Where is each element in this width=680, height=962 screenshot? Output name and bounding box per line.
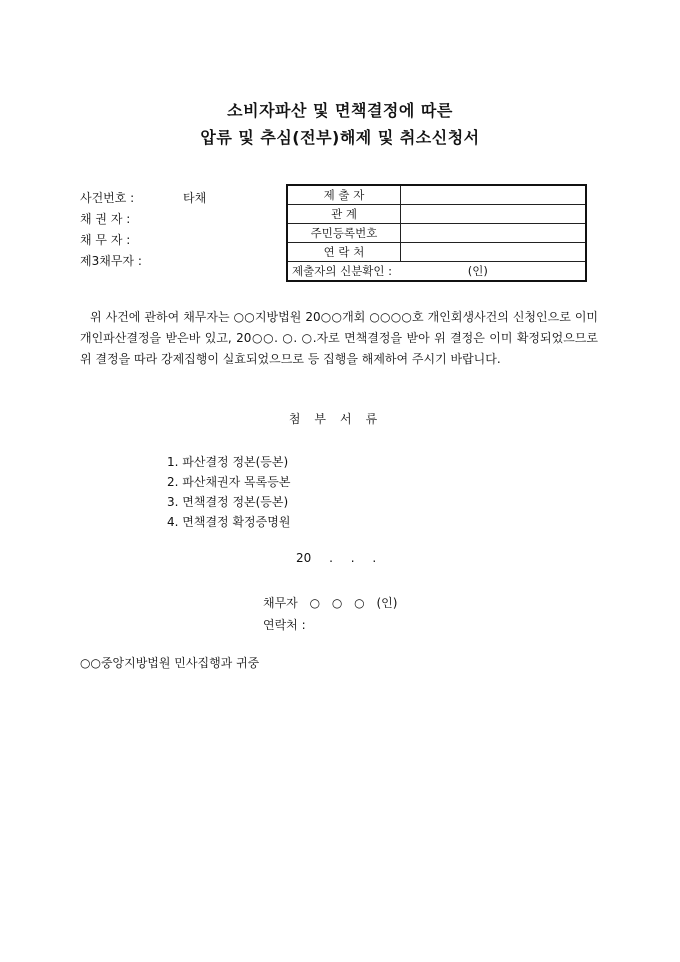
- request-paragraph: [80, 307, 598, 370]
- identity-label: 제출자의 신분확인 :: [292, 264, 393, 278]
- relation-label: 관 계: [331, 207, 357, 221]
- identity-row: [287, 262, 586, 282]
- debtor-signature-line: 채무자 ○ ○ ○ (인): [263, 596, 398, 610]
- case-number-label: 사건번호 :: [80, 191, 135, 205]
- attachment-item: 4. 면책결정 확정증명원: [167, 515, 291, 529]
- attachments-heading: 첨부서류: [288, 412, 392, 426]
- contact-value-cell: [401, 243, 587, 262]
- signature-block: [263, 592, 397, 636]
- attachment-item: 2. 파산채권자 목록등본: [167, 475, 291, 489]
- resident-no-label-cell: [287, 224, 401, 243]
- third-debtor-label: 제3채무자 :: [80, 254, 142, 268]
- request-paragraph-text: 위 사건에 관하여 채무자는 ○○지방법원 20○○개회 ○○○○호 개인회생사건의 신청인으로 이미 개인파산결정을 받은바 있고, 20○○. ○. ○.자로 면책결정을 받아 위 결정은 이미 확정되었으므로 위 결정을 따라 강제집행이 실효되었으므로 등 집행을 해제하여 주시기 바랍니다.: [80, 310, 598, 366]
- contact-label-cell: [287, 243, 401, 262]
- creditor-label: 채 권 자 :: [80, 212, 131, 226]
- resident-no-value-cell: [401, 224, 587, 243]
- document-title-line1: 소비자파산 및 면책결정에 따른: [227, 101, 453, 120]
- resident-no-label: 주민등록번호: [310, 226, 378, 240]
- attachment-item: 3. 면책결정 정본(등본): [167, 495, 289, 509]
- court-addressee: ○○중앙지방법원 민사집행과 귀중: [80, 656, 260, 670]
- attachments-list: [167, 452, 290, 532]
- relation-value-cell: [401, 205, 587, 224]
- submitter-label: 제 출 자: [323, 188, 365, 202]
- debtor-contact-line: 연락처 :: [263, 618, 306, 632]
- debtor-label: 채 무 자 :: [80, 233, 131, 247]
- relation-label-cell: [287, 205, 401, 224]
- submitter-label-cell: [287, 185, 401, 205]
- contact-label: 연 락 처: [323, 245, 365, 259]
- attachment-item: 1. 파산결정 정본(등본): [167, 455, 289, 469]
- document-title-line2: 압류 및 추심(전부)해제 및 취소신청서: [200, 128, 480, 147]
- date-line: 20 . . .: [296, 551, 377, 565]
- case-fields: [80, 188, 142, 272]
- case-number-value: 타채: [183, 191, 207, 205]
- submitter-table: [286, 184, 587, 282]
- submitter-value-cell: [401, 185, 587, 205]
- identity-seal: (인): [467, 264, 488, 278]
